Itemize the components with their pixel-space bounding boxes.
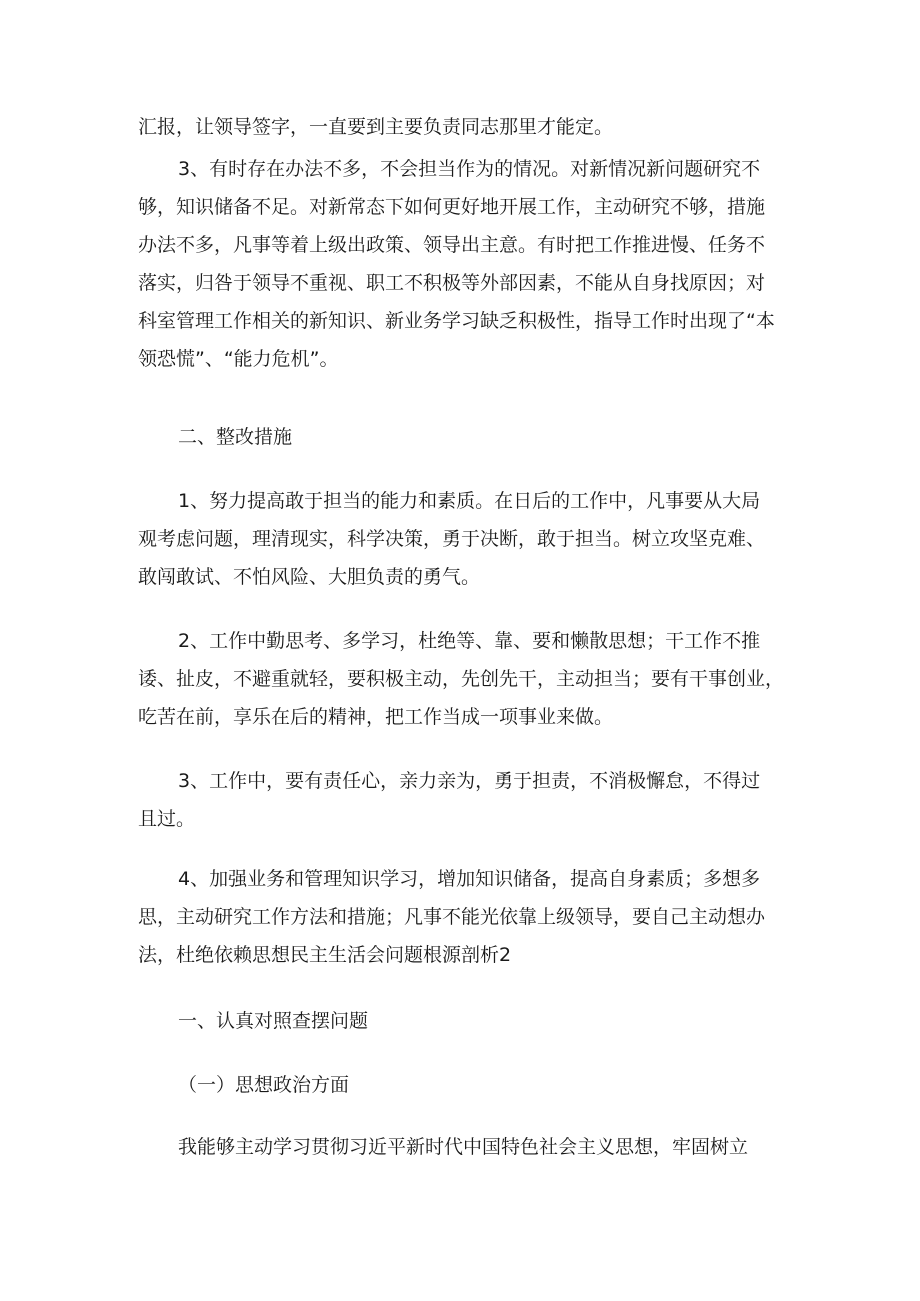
paragraph-line: 吃苦在前，享乐在后的精神，把工作当成一项事业来做。 [138,706,614,728]
paragraph-line: 科室管理工作相关的新知识、新业务学习缺乏积极性，指导工作时出现了“本 [138,310,775,332]
section-heading: 一、认真对照查摆问题 [178,1010,369,1032]
paragraph-line: 诿、扯皮，不避重就轻，要积极主动，先创先干，主动担当；要有干事创业， [138,668,785,690]
paragraph-line: 落实，归咎于领导不重视、职工不积极等外部因素，不能从自身找原因；对 [138,272,766,294]
section-heading: 二、整改措施 [178,426,293,448]
paragraph-line: 4、加强业务和管理知识学习，增加知识储备，提高自身素质；多想多 [178,868,761,890]
paragraph-line: 办法不多，凡事等着上级出政策、领导出主意。有时把工作推进慢、任务不 [138,234,766,256]
paragraph-line: 法，杜绝依赖思想民主生活会问题根源剖析2 [138,944,512,966]
paragraph-line: 且过。 [138,808,196,830]
paragraph-line: 2、工作中勤思考、多学习，杜绝等、靠、要和懒散思想；干工作不推 [178,630,761,652]
subsection-heading: （一）思想政治方面 [178,1074,350,1096]
paragraph-line: 3、工作中，要有责任心，亲力亲为，勇于担责，不消极懈怠，不得过 [178,770,761,792]
paragraph-line: 我能够主动学习贯彻习近平新时代中国特色社会主义思想，牢固树立 [178,1136,749,1158]
paragraph-line: 敢闯敢试、不怕风险、大胆负责的勇气。 [138,566,481,588]
paragraph-line: 思，主动研究工作方法和措施；凡事不能光依靠上级领导，要自己主动想办 [138,906,766,928]
paragraph-line: 观考虑问题，理清现实，科学决策，勇于决断，敢于担当。树立攻坚克难、 [138,528,766,550]
paragraph-line: 够，知识储备不足。对新常态下如何更好地开展工作，主动研究不够，措施 [138,196,766,218]
paragraph-line: 领恐慌”、“能力危机”。 [138,348,339,370]
paragraph-line: 1、努力提高敢于担当的能力和素质。在日后的工作中，凡事要从大局 [178,490,761,512]
paragraph-line: 汇报，让领导签字，一直要到主要负责同志那里才能定。 [138,116,614,138]
paragraph-line: 3、有时存在办法不多，不会担当作为的情况。对新情况新问题研究不 [178,158,761,180]
